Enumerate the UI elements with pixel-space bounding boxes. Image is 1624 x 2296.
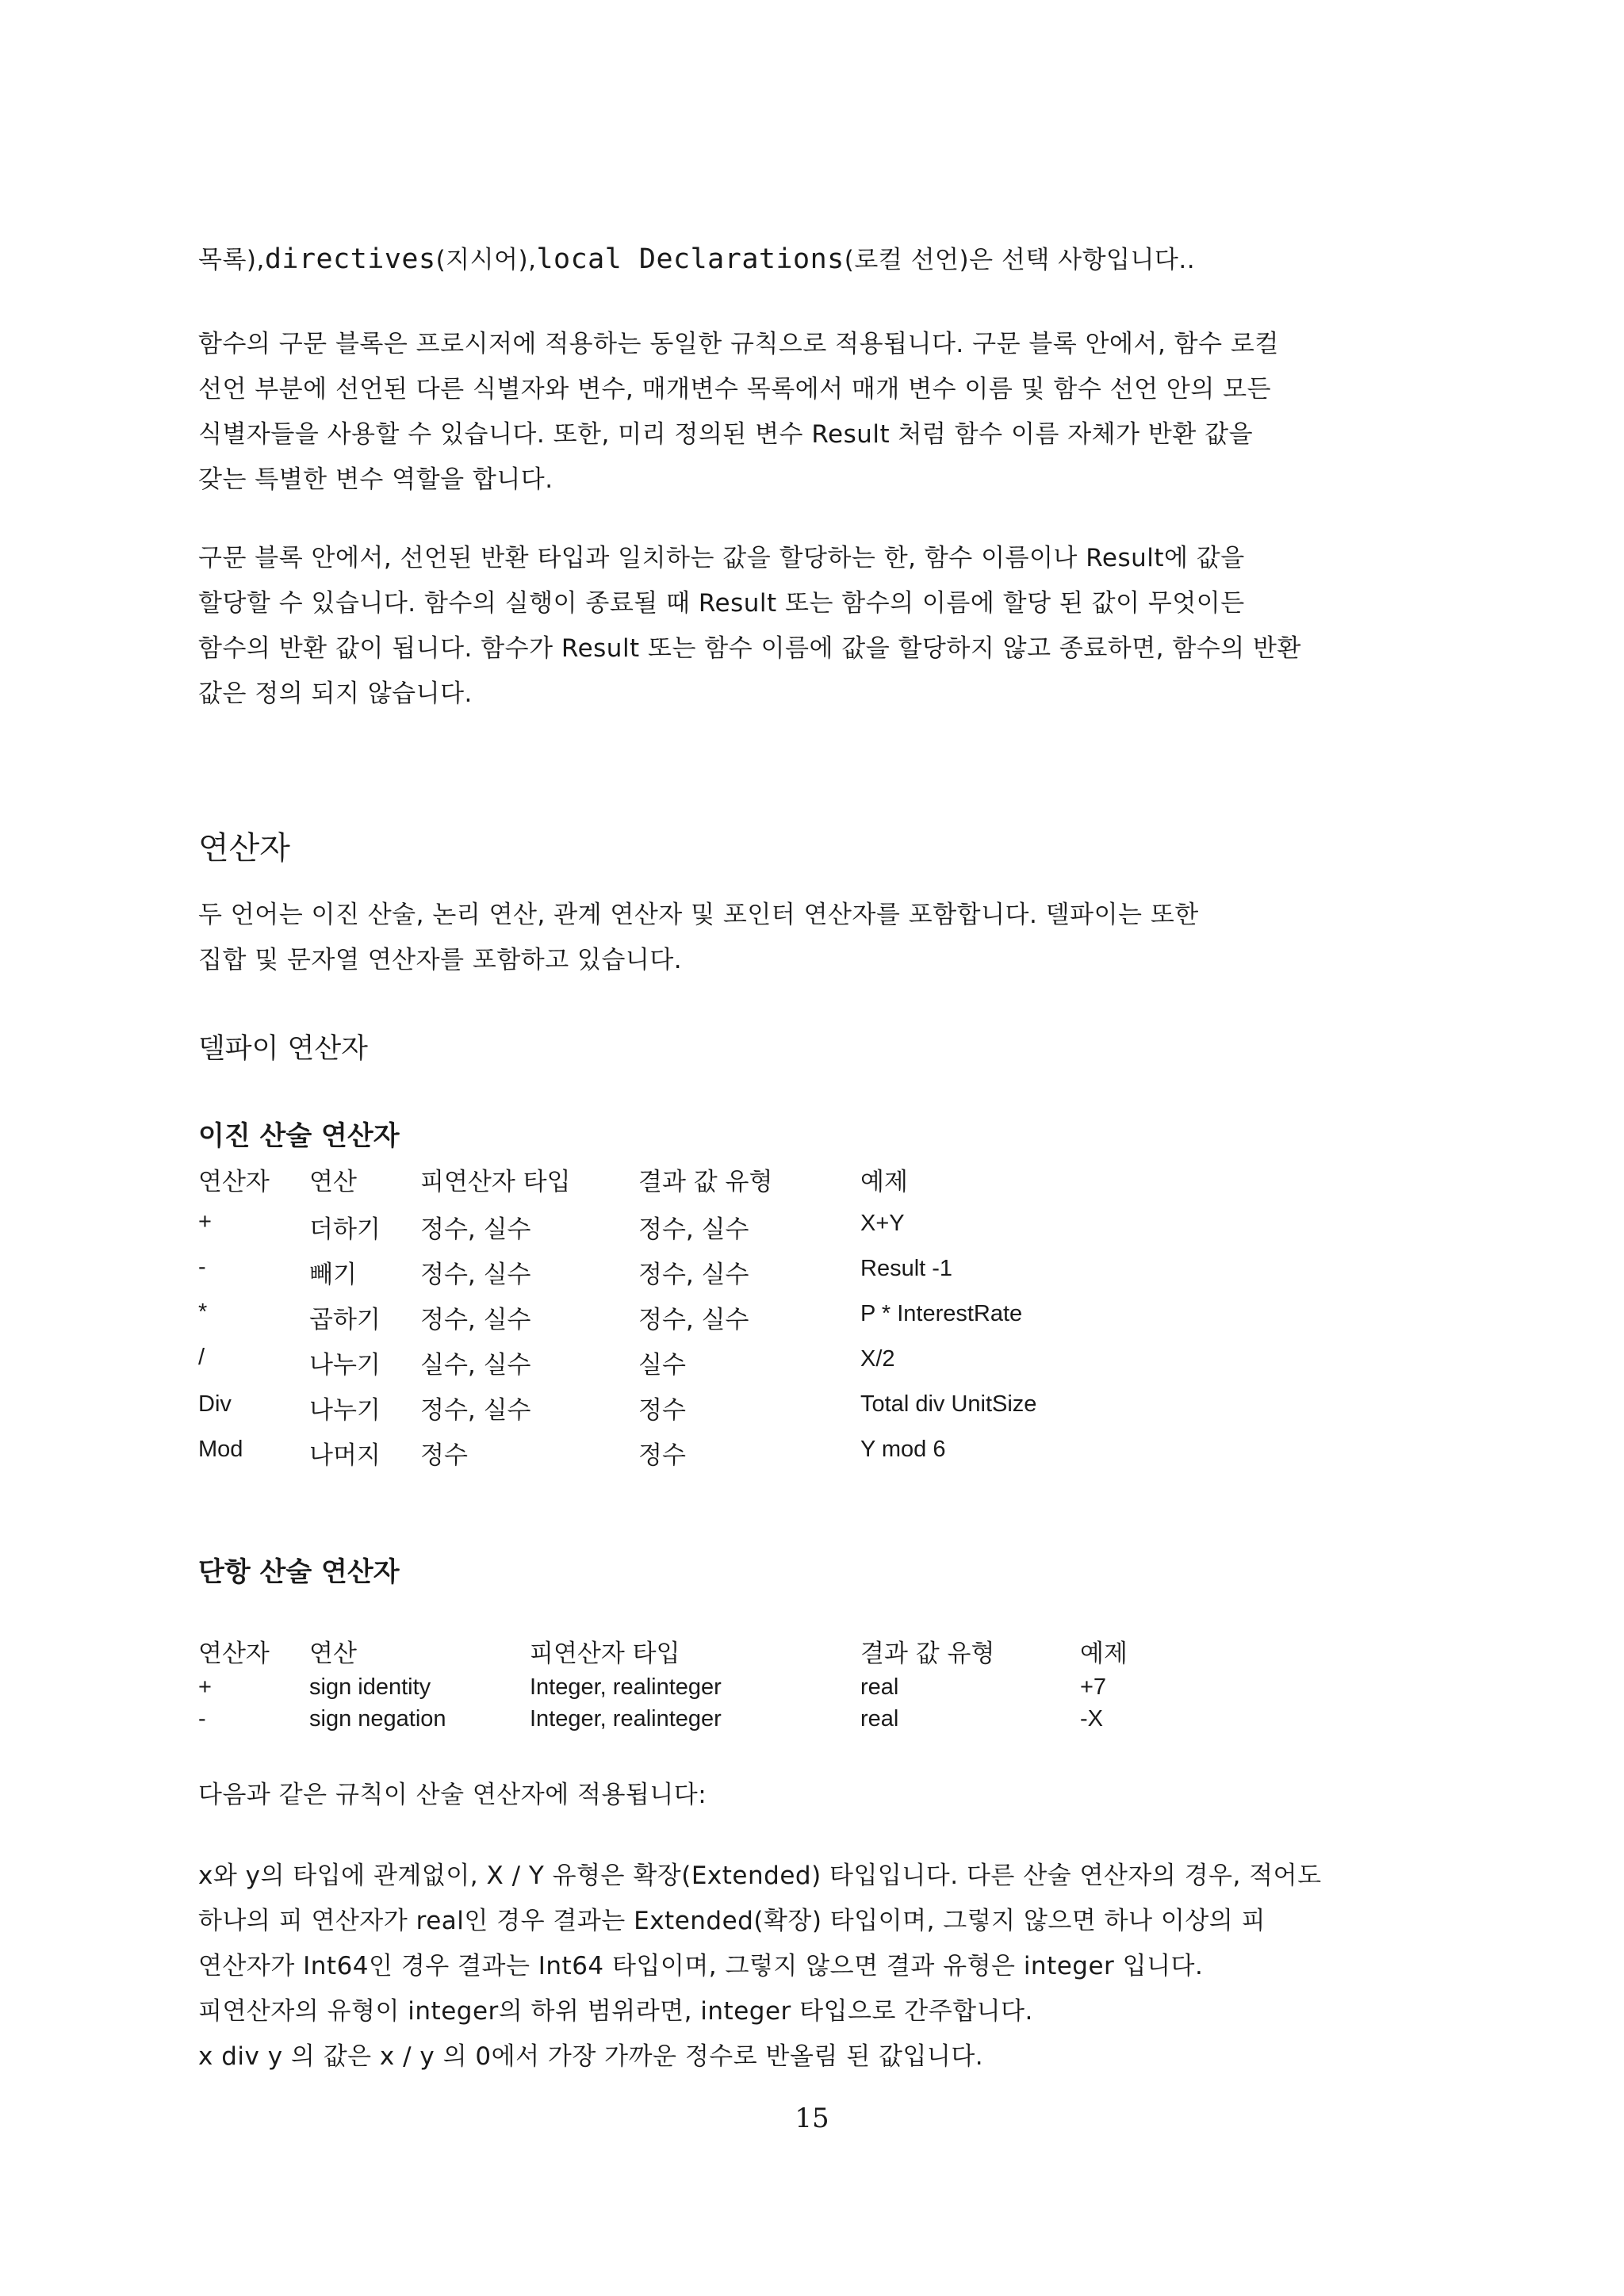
unary-header-example: 예제 xyxy=(1080,1640,1128,1668)
paragraph2-line: 값은 정의 되지 않습니다. xyxy=(198,679,473,708)
unary-cell-example: -X xyxy=(1080,1706,1103,1732)
intro-line xyxy=(198,239,1195,275)
binary-cell-operand-type: 정수, 실수 xyxy=(420,1261,531,1289)
binary-cell-result-type: 정수, 실수 xyxy=(638,1261,749,1289)
paragraph2-line: 할당할 수 있습니다. 함수의 실행이 종료될 때 Result 또는 함수의 이름에 할당 된 값이 무엇이든 xyxy=(198,589,1245,618)
binary-cell-operation: 나머지 xyxy=(309,1441,381,1470)
binary-cell-operation: 곱하기 xyxy=(309,1306,381,1334)
unary-cell-operand-type: Integer, realinteger xyxy=(530,1706,722,1732)
binary-cell-operator: * xyxy=(198,1299,208,1325)
rules-line: x와 y의 타입에 관계없이, X / Y 유형은 확장(Extended) 타입입니다. 다른 산술 연산자의 경우, 적어도 xyxy=(198,1862,1322,1890)
unary-cell-operand-type: Integer, realinteger xyxy=(530,1674,722,1700)
unary-header-result-type: 결과 값 유형 xyxy=(860,1640,995,1668)
binary-cell-operation: 나누기 xyxy=(309,1351,381,1380)
paragraph1-line: 함수의 구문 블록은 프로시저에 적용하는 동일한 규칙으로 적용됩니다. 구문 블록 안에서, 함수 로컬 xyxy=(198,330,1279,358)
binary-table-title: 이진 산술 연산자 xyxy=(198,1120,400,1152)
binary-cell-operation: 빼기 xyxy=(309,1261,357,1289)
binary-header-example: 예제 xyxy=(860,1168,908,1196)
binary-cell-result-type: 정수, 실수 xyxy=(638,1215,749,1244)
intro-text-1: 목록), xyxy=(198,246,265,274)
binary-cell-example: Total div UnitSize xyxy=(860,1391,1037,1417)
rules-line: 연산자가 Int64인 경우 결과는 Int64 타입이며, 그렇지 않으면 결과 유형은 integer 입니다. xyxy=(198,1952,1204,1980)
unary-cell-result-type: real xyxy=(860,1706,899,1732)
binary-cell-result-type: 정수 xyxy=(638,1396,686,1425)
binary-cell-result-type: 정수 xyxy=(638,1441,686,1470)
unary-cell-result-type: real xyxy=(860,1674,899,1700)
paragraph2-line: 함수의 반환 값이 됩니다. 함수가 Result 또는 함수 이름에 값을 할당하지 않고 종료하면, 함수의 반환 xyxy=(198,634,1301,663)
unary-table-title: 단항 산술 연산자 xyxy=(198,1556,400,1588)
unary-cell-operator: + xyxy=(198,1674,212,1700)
binary-cell-operand-type: 정수, 실수 xyxy=(420,1396,531,1425)
binary-header-operation: 연산 xyxy=(309,1168,357,1196)
section-title-operators: 연산자 xyxy=(198,830,290,867)
binary-cell-operator: / xyxy=(198,1345,205,1370)
binary-cell-operator: - xyxy=(198,1254,206,1280)
unary-cell-operator: - xyxy=(198,1706,206,1732)
binary-cell-operand-type: 정수 xyxy=(420,1441,468,1470)
binary-cell-result-type: 실수 xyxy=(638,1351,686,1380)
unary-header-operation: 연산 xyxy=(309,1640,357,1668)
binary-cell-example: X+Y xyxy=(860,1211,905,1236)
binary-cell-operand-type: 실수, 실수 xyxy=(420,1351,531,1380)
binary-cell-example: Result -1 xyxy=(860,1256,953,1281)
code-directives: directives xyxy=(264,243,436,275)
binary-cell-operator: Div xyxy=(198,1391,232,1417)
rules-line: 하나의 피 연산자가 real인 경우 결과는 Extended(확장) 타입이며, 그렇지 않으면 하나 이상의 피 xyxy=(198,1907,1266,1935)
binary-cell-operator: + xyxy=(198,1209,212,1234)
rules-line: x div y 의 값은 x / y 의 0에서 가장 가까운 정수로 반올림 된 값입니다. xyxy=(198,2042,984,2071)
binary-cell-example: P * InterestRate xyxy=(860,1301,1023,1326)
paragraph1-line: 갖는 특별한 변수 역할을 합니다. xyxy=(198,465,553,494)
rules-line: 피연산자의 유형이 integer의 하위 범위라면, integer 타입으로 간주합니다. xyxy=(198,1997,1033,2026)
paragraph1-line: 식별자들을 사용할 수 있습니다. 또한, 미리 정의된 변수 Result 처럼 함수 이름 자체가 반환 값을 xyxy=(198,420,1254,449)
binary-cell-result-type: 정수, 실수 xyxy=(638,1306,749,1334)
unary-header-operator: 연산자 xyxy=(198,1640,270,1668)
paragraph1-line: 선언 부분에 선언된 다른 식별자와 변수, 매개변수 목록에서 매개 변수 이름 및 함수 선언 안의 모든 xyxy=(198,375,1272,404)
unary-cell-operation: sign identity xyxy=(309,1674,431,1700)
unary-cell-example: +7 xyxy=(1080,1674,1107,1700)
subsection-title-delphi-operators: 델파이 연산자 xyxy=(198,1033,368,1065)
binary-cell-example: Y mod 6 xyxy=(860,1437,946,1462)
binary-header-result-type: 결과 값 유형 xyxy=(638,1168,773,1196)
binary-cell-operator: Mod xyxy=(198,1437,243,1462)
operators-line: 집합 및 문자열 연산자를 포함하고 있습니다. xyxy=(198,946,683,974)
binary-cell-operation: 더하기 xyxy=(309,1215,381,1244)
intro-text-3: (로컬 선언)은 선택 사항입니다.. xyxy=(844,246,1196,274)
unary-header-operand-type: 피연산자 타입 xyxy=(530,1640,680,1668)
binary-cell-operation: 나누기 xyxy=(309,1396,381,1425)
binary-cell-operand-type: 정수, 실수 xyxy=(420,1306,531,1334)
binary-header-operator: 연산자 xyxy=(198,1168,270,1196)
paragraph2-line: 구문 블록 안에서, 선언된 반환 타입과 일치하는 값을 할당하는 한, 함수 이름이나 Result에 값을 xyxy=(198,544,1245,572)
binary-header-operand-type: 피연산자 타입 xyxy=(420,1168,571,1196)
operators-line: 두 언어는 이진 산술, 논리 연산, 관계 연산자 및 포인터 연산자를 포함합니다. 델파이는 또한 xyxy=(198,901,1199,929)
intro-text-2: (지시어), xyxy=(435,246,537,274)
binary-cell-example: X/2 xyxy=(860,1346,895,1372)
page-number: 15 xyxy=(795,2103,829,2134)
rules-intro: 다음과 같은 규칙이 산술 연산자에 적용됩니다: xyxy=(198,1781,707,1809)
binary-cell-operand-type: 정수, 실수 xyxy=(420,1215,531,1244)
code-local-declarations: local Declarations xyxy=(536,243,845,275)
unary-cell-operation: sign negation xyxy=(309,1706,446,1732)
